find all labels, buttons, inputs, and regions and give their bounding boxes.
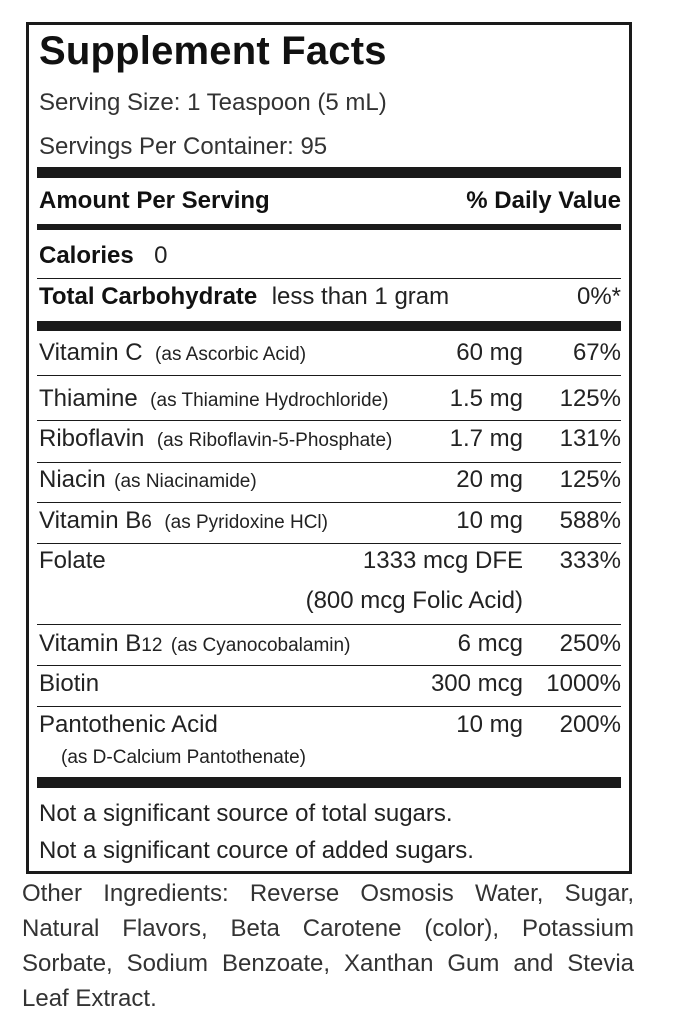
nutrient-amount: 6 mcg — [457, 630, 523, 657]
panel-title: Supplement Facts — [39, 29, 387, 73]
nutrient-dv: 125% — [559, 466, 621, 493]
medium-divider — [37, 224, 621, 230]
total-carb-amount: less than 1 gram — [271, 283, 450, 310]
nutrient-amount: 1333 mcg DFE — [362, 547, 523, 574]
pantothenic-source: (as D-Calcium Pantothenate) — [61, 747, 306, 768]
nutrient-name-riboflavin: Riboflavin (as Riboflavin-5-Phosphate) — [39, 425, 393, 452]
divider — [37, 502, 621, 503]
folic-acid-amount: (800 mcg Folic Acid) — [305, 587, 523, 614]
total-carb-dv: 0%* — [576, 283, 621, 310]
nutrient-amount: 300 mcg — [430, 670, 523, 697]
nutrient-dv: 125% — [559, 385, 621, 412]
divider — [37, 420, 621, 421]
nutrient-name-vitamin-b12: Vitamin B12 (as Cyanocobalamin) — [39, 630, 351, 657]
daily-value-header: % Daily Value — [466, 187, 621, 214]
total-carb-label: Total Carbohydrate — [39, 283, 258, 310]
nutrient-dv: 200% — [559, 711, 621, 738]
nutrient-dv: 588% — [559, 507, 621, 534]
nutrient-name-niacin: Niacin (as Niacinamide) — [39, 466, 257, 493]
nutrient-name-thiamine: Thiamine (as Thiamine Hydrochloride) — [39, 385, 389, 412]
nutrient-dv: 131% — [559, 425, 621, 452]
nutrient-amount: 10 mg — [456, 507, 523, 534]
nutrient-name-vitamin-c: Vitamin C (as Ascorbic Acid) — [39, 339, 307, 366]
nutrient-dv: 67% — [572, 339, 621, 366]
divider — [37, 665, 621, 666]
nutrient-dv: 333% — [559, 547, 621, 574]
nutrient-name-vitamin-b6: Vitamin B6 (as Pyridoxine HCl) — [39, 507, 328, 534]
divider — [37, 706, 621, 707]
servings-per-container: Servings Per Container: 95 — [39, 133, 328, 160]
supplement-facts-panel — [26, 22, 632, 874]
nutrient-amount: 1.5 mg — [449, 385, 523, 412]
nutrient-amount: 20 mg — [456, 466, 523, 493]
nutrient-name-pantothenic-acid: Pantothenic Acid — [39, 711, 218, 738]
nutrient-name-folate: Folate — [39, 547, 106, 574]
divider — [37, 278, 621, 279]
nutrient-amount: 10 mg — [456, 711, 523, 738]
calories-label: Calories — [39, 242, 134, 269]
nutrient-dv: 250% — [559, 630, 621, 657]
thick-divider — [37, 167, 621, 178]
divider — [37, 375, 621, 376]
calories-row — [39, 242, 168, 270]
nutrient-name-biotin: Biotin — [39, 670, 100, 697]
nutrient-dv: 1000% — [546, 670, 621, 697]
footnote-total-sugars: Not a significant source of total sugars. — [39, 800, 453, 827]
divider — [37, 543, 621, 544]
divider — [37, 462, 621, 463]
divider — [37, 624, 621, 625]
thick-divider — [37, 777, 621, 788]
nutrient-amount: 60 mg — [456, 339, 523, 366]
calories-value: 0 — [154, 242, 168, 269]
total-carbohydrate-row — [39, 283, 449, 311]
serving-size: Serving Size: 1 Teaspoon (5 mL) — [39, 89, 387, 116]
other-ingredients: Other Ingredients: Reverse Osmosis Water, Sugar, Natural Flavors, Beta Carotene (color), Potassium Sorbate, Sodium Benzoate, Xanthan Gum and Stevia Leaf Extract. — [22, 880, 634, 1012]
amount-per-serving-header: Amount Per Serving — [39, 187, 270, 214]
footnote-added-sugars: Not a significant cource of added sugars. — [39, 837, 474, 864]
thick-divider — [37, 321, 621, 331]
nutrient-amount: 1.7 mg — [449, 425, 523, 452]
